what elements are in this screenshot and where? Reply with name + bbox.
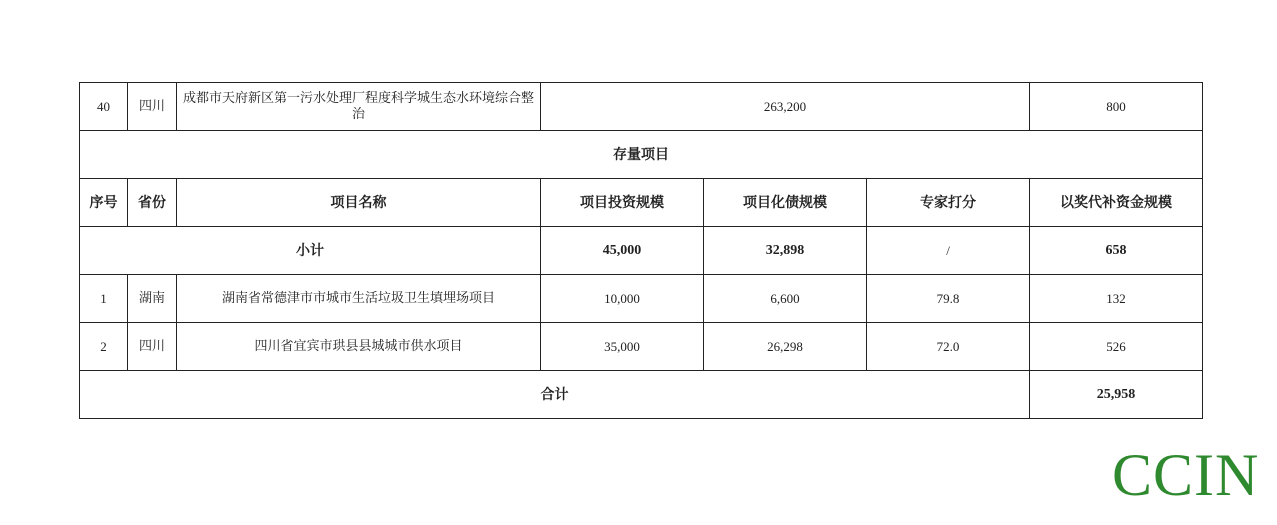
subtotal-label: 小计 bbox=[80, 227, 541, 275]
row-subsidy: 526 bbox=[1030, 323, 1203, 371]
ccin-watermark: CCIN bbox=[1112, 442, 1260, 508]
row-score: 72.0 bbox=[867, 323, 1030, 371]
header-investment: 项目投资规模 bbox=[541, 179, 704, 227]
row-no: 40 bbox=[80, 83, 128, 131]
header-province: 省份 bbox=[128, 179, 177, 227]
subtotal-debt: 32,898 bbox=[704, 227, 867, 275]
row-no: 2 bbox=[80, 323, 128, 371]
row-no: 1 bbox=[80, 275, 128, 323]
total-subsidy: 25,958 bbox=[1030, 371, 1203, 419]
table-row bbox=[80, 83, 1203, 131]
subtotal-score: / bbox=[867, 227, 1030, 275]
subtotal-row bbox=[80, 227, 1203, 275]
header-debt: 项目化债规模 bbox=[704, 179, 867, 227]
row-province: 四川 bbox=[128, 323, 177, 371]
row-province: 湖南 bbox=[128, 275, 177, 323]
row-debt: 26,298 bbox=[704, 323, 867, 371]
total-label: 合计 bbox=[80, 371, 1030, 419]
table-row bbox=[80, 323, 1203, 371]
row-name: 湖南省常德津市市城市生活垃圾卫生填埋场项目 bbox=[177, 275, 541, 323]
row-subsidy: 800 bbox=[1030, 83, 1203, 131]
subtotal-subsidy: 658 bbox=[1030, 227, 1203, 275]
project-table bbox=[79, 82, 1203, 419]
header-subsidy: 以奖代补资金规模 bbox=[1030, 179, 1203, 227]
header-row bbox=[80, 179, 1203, 227]
header-name: 项目名称 bbox=[177, 179, 541, 227]
section-row bbox=[80, 131, 1203, 179]
subtotal-investment: 45,000 bbox=[541, 227, 704, 275]
header-no: 序号 bbox=[80, 179, 128, 227]
row-name: 成都市天府新区第一污水处理厂程度科学城生态水环境综合整治 bbox=[177, 83, 541, 131]
row-debt: 6,600 bbox=[704, 275, 867, 323]
section-title: 存量项目 bbox=[80, 131, 1203, 179]
row-investment: 10,000 bbox=[541, 275, 704, 323]
row-province: 四川 bbox=[128, 83, 177, 131]
total-row bbox=[80, 371, 1203, 419]
row-investment: 263,200 bbox=[541, 83, 1030, 131]
table-row bbox=[80, 275, 1203, 323]
row-subsidy: 132 bbox=[1030, 275, 1203, 323]
header-score: 专家打分 bbox=[867, 179, 1030, 227]
row-investment: 35,000 bbox=[541, 323, 704, 371]
row-name: 四川省宜宾市珙县县城城市供水项目 bbox=[177, 323, 541, 371]
row-score: 79.8 bbox=[867, 275, 1030, 323]
